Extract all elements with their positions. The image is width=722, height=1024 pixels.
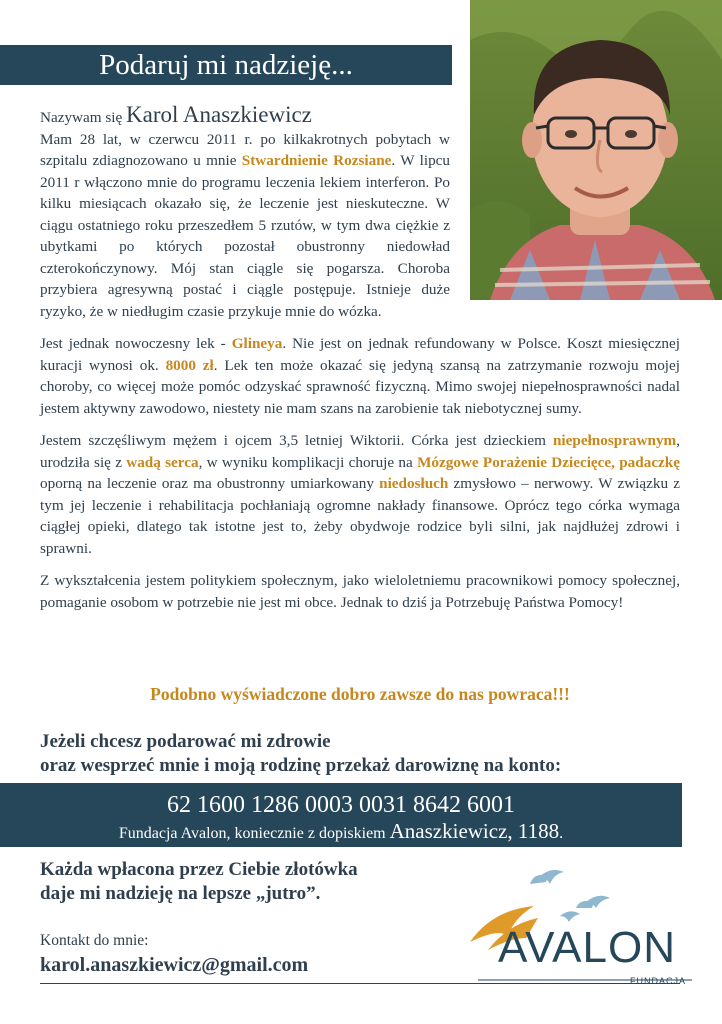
intro-paragraph (40, 104, 450, 322)
family-paragraph (40, 430, 680, 559)
cta-line-2: oraz wesprzeć mnie i moją rodzinę przekaż darowiznę na konto: (40, 755, 562, 776)
account-banner (0, 783, 682, 847)
hearing-loss-highlight: niedosłuch (379, 475, 449, 492)
cta-line-1: Jeżeli chcesz podarować mi zdrowie (40, 731, 331, 752)
bank-account-number: 62 1600 1286 0003 0031 8642 6001 (167, 792, 515, 818)
hope-message (40, 858, 460, 906)
family-text-3: , w wyniku komplikacji choruje na (198, 453, 418, 471)
cost-highlight: 8000 zł (165, 356, 214, 374)
main-text (40, 104, 680, 624)
hope-line-2: daje mi nadzieję na lepsze „jutro”. (40, 883, 321, 904)
intro-text: Mam 28 lat, w czerwcu 2011 r. po kilkakrotnych pobytach w szpitalu zdiagnozowano u mnie (40, 130, 450, 169)
title-banner (0, 45, 452, 85)
drug-name-highlight: Glineya (231, 335, 283, 352)
page-title: Podaruj mi nadzieję... (99, 49, 353, 81)
person-name: Karol Anaszkiewicz (126, 102, 312, 127)
family-text-2: , urodziła się z (40, 432, 680, 471)
disability-highlight: niepełnosprawnym (552, 432, 677, 449)
profession-paragraph: Z wykształcenia jestem politykiem społecznym, jako wieloletniemu pracownikowi pomocy społecznej, pomaganie osobom w potrzebie nie jest mi obce. Jednak to dziś ja Potrzebuję Państwa Pomocy! (40, 572, 680, 611)
family-text-4: oporną na leczenie oraz ma obustronny umiarkowany (40, 475, 380, 492)
medication-text-continued: . Nie jest on jednak refundowany w Polsce. Koszt miesięcznej kuracji wynosi ok. (40, 335, 680, 374)
intro-greeting: Nazywam się (40, 109, 127, 126)
logo-subtitle: FUNDACJA (630, 976, 687, 986)
hope-line-1: Każda wpłacona przez Ciebie złotówka (40, 859, 358, 880)
logo-wordmark: AVALON (498, 923, 676, 972)
contact-label: Kontakt do mnie: (40, 932, 149, 949)
transfer-reference: Anaszkiewicz, 1188 (389, 819, 560, 843)
cerebral-palsy-highlight: Mózgowe Porażenie Dziecięce, padaczkę (417, 453, 680, 471)
foundation-line (0, 819, 682, 846)
diagnosis-highlight: Stwardnienie Rozsiane (241, 152, 392, 169)
slogan: Podobno wyświadczone dobro zawsze do nas powraca!!! (150, 684, 570, 704)
medication-paragraph (40, 333, 680, 419)
medication-text: Jest jednak nowoczesny lek - (40, 335, 232, 352)
foundation-period: . (559, 825, 564, 842)
contact-email[interactable]: karol.anaszkiewicz@gmail.com (40, 954, 309, 976)
family-text: Jestem szczęśliwym mężem i ojcem 3,5 letniej Wiktorii. Córka jest dzieckiem (40, 432, 553, 449)
family-text-5: zmysłowo – nerwowy. W związku z tym jej leczenie i rehabilitacja pochłaniają ogromne nakłady finansowe. Oprócz tego córka wymaga ciągłej opieki, dlatego tak istotne jest to, żeby obydwoje rodzice byli silni, jak najdłużej zdrowi i sprawni. (40, 475, 680, 557)
intro-text-continued: . W lipcu 2011 r włączono mnie do programu leczenia lekiem interferon. Po kilku miesiącach okazało się, że leczenie jest nieskuteczne. W ciągu ostatniego roku przeszedłem 5 rzutów, w tym dwa ciężkie z ubytkami po których pozostał obustronny niedowład czterokończynowy. Mój stan ciągle się pogarsza. Choroba przybiera agresywną postać i ciągle postępuje. Istnieje duże ryzyko, że w niedługim czasie przykuje mnie do wózka. (40, 152, 450, 320)
donation-call-to-action (40, 730, 680, 778)
foundation-text: Fundacja Avalon, koniecznie z dopiskiem (118, 825, 390, 842)
heart-defect-highlight: wadą serca (126, 453, 199, 471)
medication-text-end: . Lek ten może okazać się jedyną szansą na zatrzymanie rozwoju mojej choroby, co więcej może pomóc odzyskać sprawność fizyczną. Mimo swojej niepełnosprawności nadal jestem aktywny zawodowo, niestety nie mam szans na zarobienie tak niebotycznej sumy. (40, 356, 680, 417)
